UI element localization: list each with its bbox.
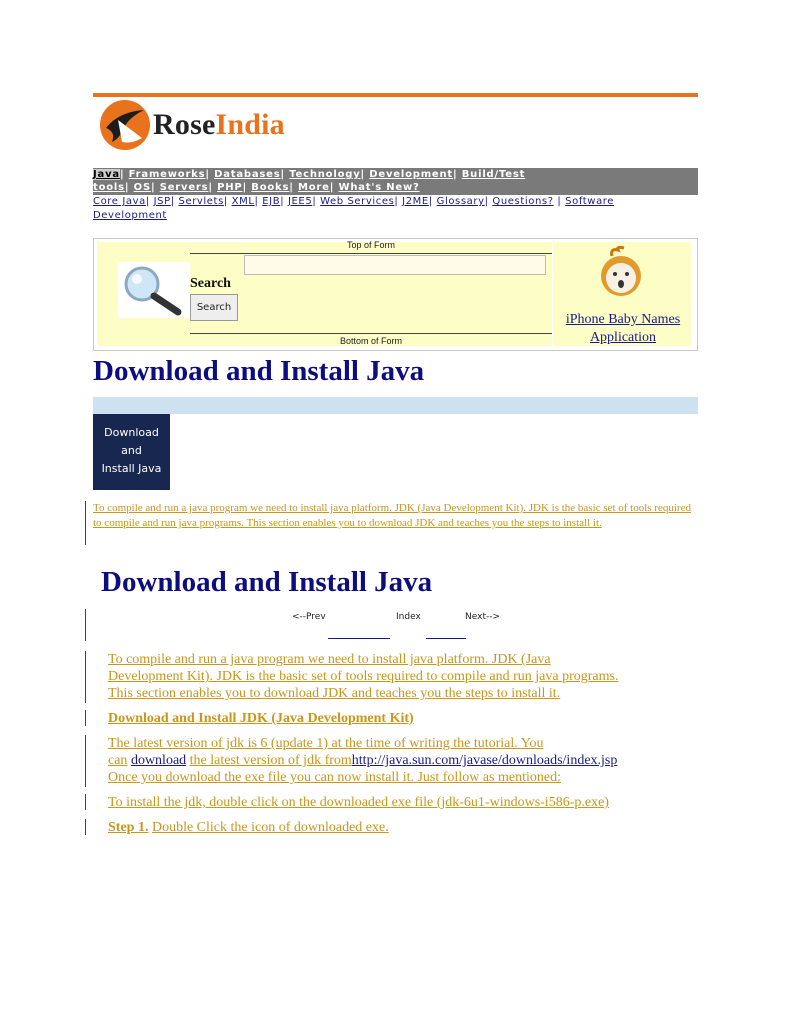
top-of-form-label: Top of Form xyxy=(346,240,395,250)
nav-servlets[interactable]: Servlets xyxy=(178,196,224,207)
ad-line1: iPhone Baby Names xyxy=(565,312,681,327)
nav-servers[interactable]: Servers xyxy=(159,182,209,193)
pager-marker xyxy=(85,609,86,641)
nav-glossary[interactable]: Glossary xyxy=(436,196,485,207)
brand-rose: Rose xyxy=(153,108,216,141)
step-1[interactable] xyxy=(108,819,698,836)
search-label: Search xyxy=(190,276,231,291)
jdk-heading-text: Download and Install JDK (Java Development Kit) xyxy=(108,711,414,726)
para2-can: can xyxy=(108,753,128,768)
nav-tools[interactable]: tools xyxy=(93,182,125,193)
nav-core-java[interactable]: Core Java xyxy=(93,196,146,207)
nav-whats-new[interactable]: What's New? xyxy=(338,182,420,193)
primary-nav: Java| Frameworks| Databases| Technology| Development| Build/Test tools| OS| Servers| PHP| Books| More| What's New? xyxy=(93,168,698,195)
nav-jee5[interactable]: JEE5 xyxy=(287,196,313,207)
pager-underline-1 xyxy=(328,638,390,639)
para-install-instructions[interactable] xyxy=(108,794,698,811)
search-input[interactable] xyxy=(244,255,546,275)
download-link[interactable]: download xyxy=(130,753,187,768)
nav-more[interactable]: More xyxy=(298,182,330,193)
article-title: Download and Install Java xyxy=(101,566,433,598)
roseindia-logo-icon xyxy=(98,98,152,152)
nav-ejb[interactable]: EJB xyxy=(262,196,281,207)
nav-j2me[interactable]: J2ME xyxy=(402,196,429,207)
brand-india: India xyxy=(215,108,285,141)
nav-xml[interactable]: XML xyxy=(231,196,255,207)
jdk-heading[interactable] xyxy=(108,710,698,727)
nav-technology[interactable]: Technology xyxy=(289,169,361,180)
nav-development-2[interactable]: Development xyxy=(93,210,167,221)
index-link[interactable]: Index xyxy=(396,612,421,622)
java-sun-url-link[interactable]: http://java.sun.com/javase/downloads/index.jsp xyxy=(351,753,618,768)
page-title: Download and Install Java xyxy=(93,355,425,387)
para3-marker xyxy=(85,794,86,810)
nav-development[interactable]: Development xyxy=(369,169,454,180)
nav-databases[interactable]: Databases xyxy=(214,169,281,180)
next-link[interactable]: Next--> xyxy=(465,612,501,622)
nav-java[interactable]: Java xyxy=(93,169,120,180)
nav-software[interactable]: Software xyxy=(565,196,615,207)
iphone-baby-names-link[interactable] xyxy=(556,311,690,347)
step1-label: Step 1. xyxy=(108,820,149,835)
brand-name[interactable] xyxy=(153,108,285,142)
nav-jsp[interactable]: JSP xyxy=(153,196,171,207)
intro-text[interactable]: To compile and run a java program we need to install java platform. JDK (Java Development Kit). JDK is the basic set of tools required to compile and run java programs. This section enables you to download JDK and teaches you the steps to install it. xyxy=(93,502,691,529)
nav-php[interactable]: PHP xyxy=(217,182,243,193)
nav-questions[interactable]: Questions? xyxy=(492,196,554,207)
baby-face-icon xyxy=(598,246,644,298)
bottom-of-form-label: Bottom of Form xyxy=(339,336,402,346)
form-top-rule xyxy=(190,253,552,254)
magnifier-icon xyxy=(118,262,190,318)
thumb-line3: Install Java xyxy=(101,462,162,475)
para1-line1: To compile and run a java program we need to install java platform. JDK (Java xyxy=(108,652,551,667)
search-button[interactable]: Search xyxy=(190,294,238,321)
thumb-line1: Download xyxy=(104,426,159,439)
form-bottom-rule xyxy=(190,333,552,334)
step1-marker xyxy=(85,819,86,835)
para-latest-version xyxy=(108,735,698,786)
para-intro[interactable] xyxy=(108,651,698,702)
para2-mid: the latest version of jdk from xyxy=(189,753,352,768)
para2-line1: The latest version of jdk is 6 (update 1) at the time of writing the tutorial. You xyxy=(108,736,544,751)
nav-build-test[interactable]: Build/Test xyxy=(461,169,526,180)
heading-marker xyxy=(85,710,86,726)
ad-line2: Application xyxy=(589,330,657,345)
thumb-line2: and xyxy=(121,444,142,457)
para2-marker xyxy=(85,735,86,787)
para2-line3: Once you download the exe file you can now install it. Just follow as mentioned: xyxy=(108,770,561,785)
pager-underline-2 xyxy=(426,638,466,639)
para1-line3: This section enables you to download JDK and teaches you the steps to install it. xyxy=(108,686,561,701)
nav-web-services[interactable]: Web Services xyxy=(320,196,395,207)
prev-link[interactable]: <--Prev xyxy=(292,612,326,622)
para1-line2: Development Kit). JDK is the basic set of tools required to compile and run java programs. xyxy=(108,669,619,684)
nav-frameworks[interactable]: Frameworks xyxy=(128,169,206,180)
title-bar xyxy=(93,397,698,414)
para1-marker xyxy=(85,651,86,703)
secondary-nav: Core Java| JSP| Servlets| XML| EJB| JEE5| Web Services| J2ME| Glossary| Questions? | Software Development xyxy=(93,196,615,221)
intro-marker xyxy=(85,501,86,545)
step1-text: Double Click the icon of downloaded exe. xyxy=(151,820,389,835)
top-rule xyxy=(93,93,698,97)
thumbnail-caption xyxy=(93,424,170,478)
nav-os[interactable]: OS xyxy=(133,182,151,193)
nav-books[interactable]: Books xyxy=(251,182,290,193)
para3-text: To install the jdk, double click on the downloaded exe file (jdk-6u1-windows-i586-p.exe) xyxy=(108,795,609,810)
